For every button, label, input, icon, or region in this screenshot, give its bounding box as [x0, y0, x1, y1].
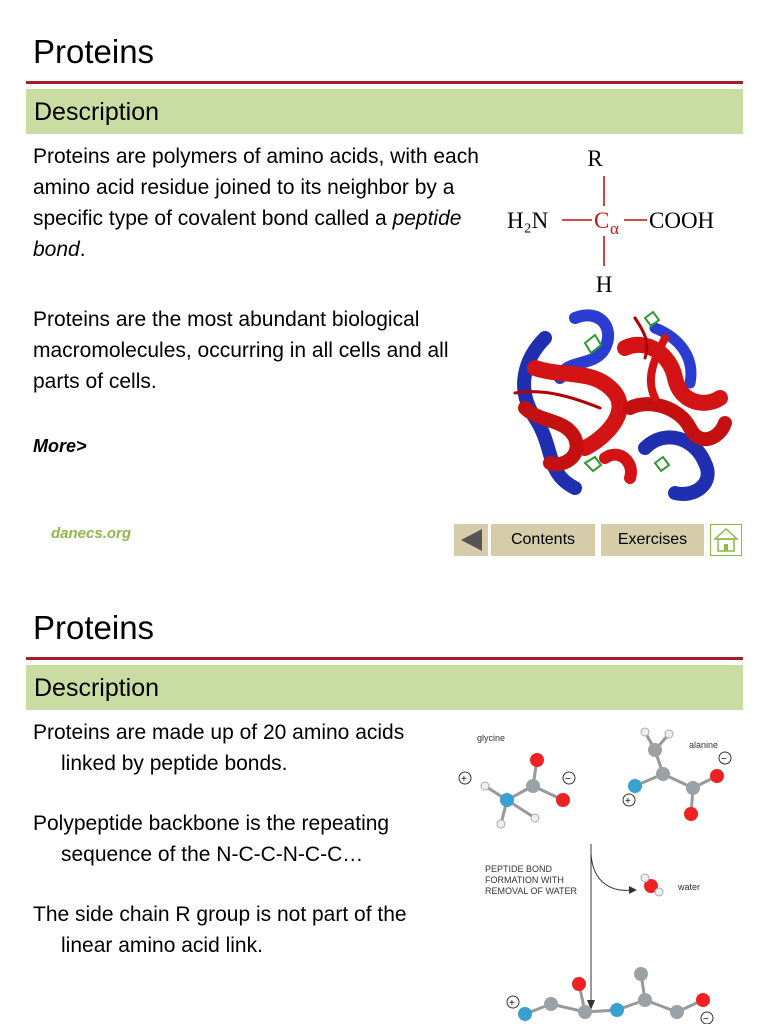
charge-minus-2: −	[721, 754, 727, 765]
paragraph-1-text: Proteins are polymers of amino acids, with each amino acid residue joined to its neighbor by a specific type of covalent bond called a	[33, 145, 479, 230]
brand-label: danecs.org	[51, 525, 132, 542]
slide-title: Proteins	[33, 609, 155, 646]
formula-alpha: α	[610, 219, 619, 238]
previous-button[interactable]	[454, 524, 488, 556]
paragraph-1-period: .	[79, 238, 86, 261]
charge-minus-3: −	[703, 1014, 709, 1024]
title-rule	[26, 657, 743, 660]
section-band	[26, 665, 743, 710]
title-rule	[26, 81, 743, 84]
more-link[interactable]: More>	[33, 436, 87, 456]
formula-h2n: H₂N	[507, 208, 549, 233]
arrow-left-icon	[454, 524, 488, 556]
slide-title: Proteins	[33, 33, 155, 70]
paragraph-1	[33, 141, 488, 265]
amino-acid-formula	[500, 142, 740, 298]
glycine-label: glycine	[477, 733, 506, 743]
formula-r: R	[587, 146, 603, 171]
formula-cooh: COOH	[649, 208, 715, 233]
caption-line-1: PEPTIDE BOND	[485, 864, 553, 874]
peptide-bond-diagram	[445, 714, 745, 1024]
term-bond: bond	[33, 238, 80, 261]
caption-line-2: FORMATION WITH	[485, 875, 564, 885]
point-2: Polypeptide backbone is the repeating sequence of the N-C-C-N-C-C…	[33, 812, 390, 866]
home-button[interactable]	[710, 524, 742, 556]
paragraph-2: Proteins are the most abundant biological macromolecules, occurring in all cells and all parts of cells.	[33, 308, 449, 393]
charge-minus-1: −	[565, 774, 571, 785]
protein-structure-image	[505, 298, 733, 504]
caption-line-3: REMOVAL OF WATER	[485, 886, 578, 896]
glycine-nitrogen	[500, 793, 514, 807]
home-icon	[711, 525, 741, 555]
water-label: water	[678, 882, 701, 892]
point-1: Proteins are made up of 20 amino acids linked by peptide bonds.	[33, 721, 405, 775]
section-heading: Description	[34, 674, 160, 702]
alanine-label: alanine	[689, 740, 719, 750]
charge-plus-3: +	[509, 998, 515, 1009]
charge-plus-2: +	[625, 796, 631, 807]
section-heading: Description	[34, 98, 160, 126]
slide-2	[0, 576, 768, 1024]
bullet-points	[33, 717, 418, 961]
point-3: The side chain R group is not part of the linear amino acid link.	[33, 903, 407, 957]
contents-button[interactable]: Contents	[491, 524, 595, 556]
term-peptide: peptide	[392, 207, 462, 230]
formula-c-alpha: C	[594, 208, 610, 233]
formula-h: H	[595, 272, 613, 297]
charge-plus-1: +	[461, 774, 467, 785]
exercises-button[interactable]: Exercises	[601, 524, 704, 556]
section-band	[26, 89, 743, 134]
